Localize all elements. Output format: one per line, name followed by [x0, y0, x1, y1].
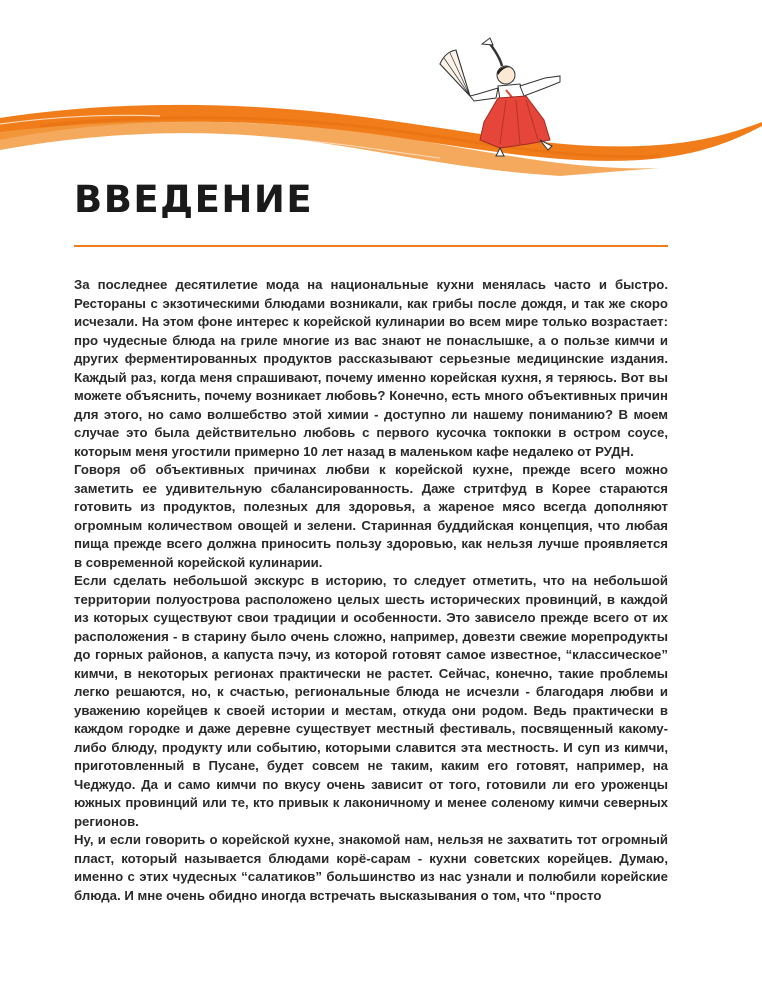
body-text [74, 276, 668, 905]
paragraph: Ну, и если говорить о корейской кухне, знакомой нам, нельзя не захватить тот огромный пласт, который называется блюдами корё-сарам - кухни советских корейцев. Думаю, именно с этих чудесных “салатиков” большинство из нас узнали и полюбили корейские блюда. И мне очень обидно иногда встречать высказывания о том, что “просто [74, 832, 668, 903]
paragraph: Если сделать небольшой экскурс в историю, то следует отметить, что на небольшой территории полуострова расположено целых шесть исторических провинций, в каждой из которых существуют свои традиции и особенности. Это зависело прежде всего от их расположения - в старину было очень сложно, например, довезти свежие морепродукты до горных районов, а капуста пэчу, из которой готовят самое известное, “классическое” кимчи, в некоторых регионах практически не растет. Сейчас, конечно, такие проблемы легко решаются, но, к счастью, региональные блюда не исчезли - благодаря любви и уважению корейцев к своей истории и местам, откуда они родом. Ведь практически в каждом городке и даже деревне существует местный фестиваль, посвященный какому-либо блюду, продукту или событию, которыми славится эта местность. И суп из кимчи, приготовленный в Пусане, будет совсем не таким, каким его готовят, например, на Чеджудо. Да и само кимчи по вкусу очень зависит от того, готовили ли его уроженцы южных провинций или те, кто привык к лаконичному и менее соленому кимчи северных регионов. [74, 573, 668, 829]
page-title: ВВЕДЕНИЕ [74, 178, 314, 221]
orange-brush-swoosh [0, 105, 762, 176]
header-illustration [0, 0, 762, 200]
paragraph: За последнее десятилетие мода на национальные кухни менялась часто и быстро. Рестораны с экзотическими блюдами возникали, как грибы после дождя, и так же скоро исчезали. На этом фоне интерес к корейской кулинарии во всем мире только возрастает: про чудесные блюда на гриле многие из вас знают не понаслышке, а о пользе кимчи и других ферментированных продуктов рассказывают серьезные медицинские издания. Каждый раз, когда меня спрашивают, почему именно корейская кухня, я теряюсь. Вот вы можете объяснить, почему возникает любовь? Конечно, есть много объективных причин для этого, но само волшебство этой химии - доступно ли нашему пониманию? В моем случае это была действительно любовь с первого кусочка токпокки в остром соусе, которым меня угостили примерно 10 лет назад в маленьком кафе недалеко от РУДН. [74, 277, 668, 459]
paragraph: Говоря об объективных причинах любви к корейской кухне, прежде всего можно заметить ее удивительную сбалансированность. Даже стритфуд в Корее стараются готовить из продуктов, полезных для здоровья, а жареное мясо всегда дополняют огромным количеством овощей и зелени. Старинная буддийская концепция, что любая пища прежде всего должна приносить пользу здоровью, как нельзя лучше проявляется в современной корейской кулинарии. [74, 462, 668, 570]
title-divider [74, 245, 668, 247]
